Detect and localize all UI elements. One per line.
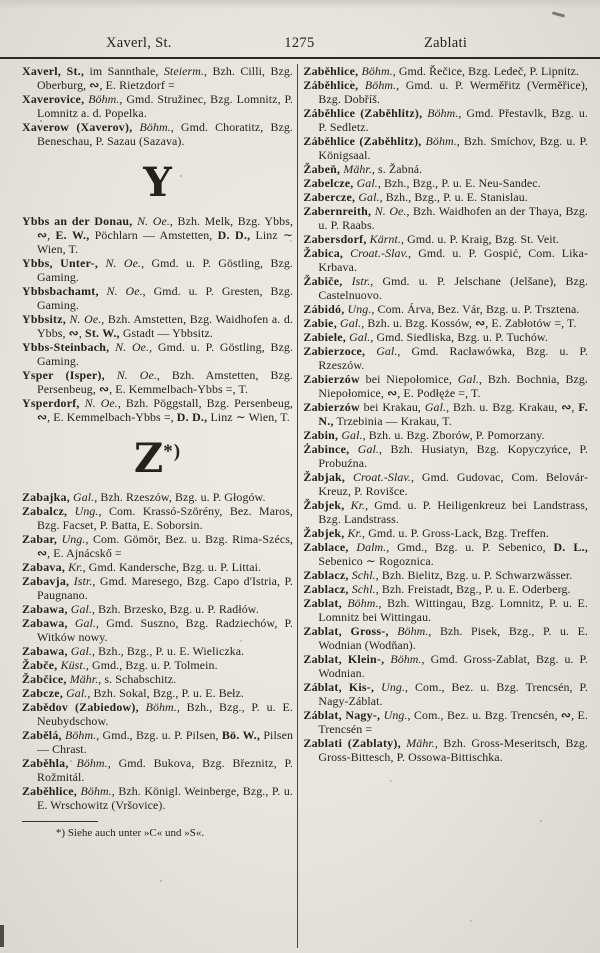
entry-text (139, 700, 146, 714)
entry-text: , Bzh. Waidhofen an der Thaya, Bzg. u. P. Raabs. (318, 204, 588, 232)
entry-headword: Zabersdorf, (303, 232, 367, 246)
crownland-abbr: Böhm. (347, 596, 379, 610)
entry-headword: Záběhlice, (303, 78, 359, 92)
crownland-abbr: Gal. (340, 316, 362, 330)
entry-text: , E. Kemmelbach-Ybbs =, (47, 410, 177, 424)
entry-headword: Záblat, Nagy-, (303, 708, 381, 722)
entry-headword: Zabie, (303, 316, 337, 330)
gazetteer-entry (22, 92, 293, 120)
entry-text: , Gmd., Bzg. u. P. Pilsen, (96, 728, 222, 742)
entry-text: , Gmd. u. P. Kraig, Bzg. St. Veit. (401, 232, 560, 246)
entry-headword: Zabierzoce, (303, 344, 366, 358)
entry-text: , Bzh. Amstetten, Bzg. Waidhofen a. d. Ybbs, (37, 312, 293, 340)
gazetteer-entry (303, 540, 588, 568)
gazetteer-entry (303, 106, 588, 134)
section-letter: Y (143, 159, 172, 206)
entry-text (389, 624, 398, 638)
crownland-abbr: Mähr. (69, 672, 99, 686)
entry-text: , (78, 326, 85, 340)
gazetteer-entry (22, 658, 293, 672)
entry-text: , E. Podłęże =, T. (397, 386, 481, 400)
gazetteer-entry (303, 302, 588, 316)
gazetteer-entry (303, 708, 588, 736)
entry-headword: Žabiče, (303, 274, 343, 288)
entry-text: , Bzh. Melk, Bzg. Ybbs, (169, 214, 294, 228)
entry-text (132, 120, 139, 134)
transport-abbr: D. D., (176, 410, 208, 424)
transport-abbr: Bö. W., (221, 728, 261, 742)
entry-text: , Com., Bez. u. Bzg. Trencsén, P. Nagy-Záblat. (318, 680, 588, 708)
gazetteer-entry (22, 574, 293, 602)
crownland-abbr: Kärnt. (369, 232, 401, 246)
entry-text: Pilsen — Chrast. (37, 728, 294, 756)
entry-headword: Zabawa, (22, 644, 68, 658)
header-keyword-right: Zablati (424, 35, 468, 51)
entry-text: , Bzh. Gross-Meseritsch, Bzg. Gross-Bittesch, P. Ossowa-Bittischka. (318, 736, 588, 764)
entry-headword: Žabčice, (22, 672, 67, 686)
entry-headword: Zabierzów (303, 372, 360, 386)
entry-text: , Bzh. Pöggstall, Bzg. Persenbeug, (117, 396, 293, 410)
entry-text: , Com. Krassó-Szörény, Bez. Maros, Bzg. Facset, P. Batta, E. Soborsin. (37, 504, 294, 532)
entry-text: , Bzh. Smíchov, Bzg. u. P. Königsaal. (318, 134, 588, 162)
entry-text: , E. Rietzdorf = (99, 78, 175, 92)
post-horn-icon: ∾ (37, 410, 48, 424)
entry-text: , Gmd. u. P. Werměřitz (Verměřice), Bzg. Dobříš. (318, 78, 588, 106)
entry-text (345, 470, 353, 484)
entry-headword: Zabercze, (303, 190, 356, 204)
entry-text: , Gmd. u. P. Jelschane (Jelšane), Bzg. Castelnuovo. (318, 274, 588, 302)
entry-headword: Zabawa, (22, 602, 68, 616)
transport-abbr: St. W., (84, 326, 120, 340)
entry-text: Gstadt — Ybbsitz. (119, 326, 213, 340)
entry-text: , Gmd. Racławówka, Bzg. u. P. Rzeszów. (318, 344, 588, 372)
gazetteer-entry (303, 582, 588, 596)
gazetteer-entry (303, 372, 588, 400)
gazetteer-entry (303, 344, 588, 372)
crownland-abbr: Böhm. (76, 756, 108, 770)
entry-text: bei Niepołomice, (359, 372, 458, 386)
entry-headword: Ybbs-Steinbach, (22, 340, 110, 354)
crownland-abbr: Böhm. (80, 784, 112, 798)
page-header (0, 35, 600, 55)
gazetteer-entry (303, 134, 588, 162)
entry-text: , Gmd., Bzg. u. P. Tolmein. (85, 658, 218, 672)
gazetteer-entry (22, 120, 293, 148)
entry-text: , s. Schabschitz. (98, 672, 177, 686)
entry-text: , Gmd. Kandersche, Bzg. u. P. Littai. (82, 560, 262, 574)
entry-headword: Zabědov (Zabiedow), (22, 700, 139, 714)
crownland-abbr: Böhm. (361, 64, 393, 78)
entry-text: , (571, 400, 579, 414)
entry-text: , Bzh. u. Bzg. Krakau, (446, 400, 562, 414)
crownland-abbr: Schl. (351, 568, 376, 582)
entry-headword: Žabica, (303, 246, 344, 260)
crownland-abbr: Böhm. (390, 652, 422, 666)
entry-text: , Gmd. u. P. Göstling, Bzg. Gaming. (37, 340, 293, 368)
gazetteer-entry (22, 784, 293, 812)
entry-text: Linz ∼ Wien, T. (37, 228, 294, 256)
crownland-abbr: N. Oe. (106, 284, 143, 298)
crownland-abbr: N. Oe. (115, 340, 150, 354)
crownland-abbr: Böhm. (397, 624, 429, 638)
entry-text: , Gmd. Maresego, Bzg. Capo d'Istria, P. Paugnano. (37, 574, 293, 602)
entry-text: , Gmd., Bzg. u. P. Sebenico, (386, 540, 554, 554)
crownland-abbr: Küst. (60, 658, 86, 672)
entry-headword: Zabajka, (22, 490, 70, 504)
entry-text: , Gmd. u. P. Gresten, Bzg. Gaming. (37, 284, 293, 312)
crownland-abbr: Schl. (351, 582, 376, 596)
gazetteer-entry (303, 400, 588, 428)
scan-smudge (0, 925, 4, 947)
gazetteer-entry (303, 316, 588, 330)
post-horn-icon: ∾ (475, 316, 486, 330)
entry-text (365, 344, 376, 358)
crownland-abbr: N. Oe. (137, 214, 170, 228)
crownland-abbr: Gal. (341, 428, 363, 442)
crownland-abbr: Böhm. (425, 134, 457, 148)
gazetteer-entry (303, 624, 588, 652)
entry-text: im Sannthale, (84, 64, 164, 78)
crownland-abbr: Gal. (424, 400, 447, 414)
entry-text: , Gmd. Gudovac, Com. Belovár-Kreuz, P. Rovišce. (318, 470, 588, 498)
entry-headword: Ybbs, Unter-, (22, 256, 99, 270)
right-column (303, 64, 588, 764)
gazetteer-entry (303, 246, 588, 274)
entry-text: , Com. Gömör, Bez. u. Bzg. Rima-Szécs, (85, 532, 293, 546)
gazetteer-entry (303, 190, 588, 204)
entry-headword: Žabče, (22, 658, 58, 672)
entry-headword: Zablacz, (303, 568, 349, 582)
entry-text: , E. Trencsén = (318, 708, 588, 736)
gazetteer-entry (22, 64, 293, 92)
entry-headword: Zaběhlice, (303, 64, 359, 78)
entry-headword: Xaverl, St., (22, 64, 85, 78)
gazetteer-entry (303, 736, 588, 764)
entry-headword: Ysperdorf, (22, 396, 80, 410)
entry-text: , Bzh. Rzeszów, Bzg. u. P. Głogów. (94, 490, 266, 504)
crownland-abbr: Gal. (457, 372, 479, 386)
gazetteer-entry (22, 256, 293, 284)
entry-text (67, 504, 74, 518)
entry-headword: Zablat, Gross-, (303, 624, 389, 638)
entry-headword: Zablace, (303, 540, 349, 554)
crownland-abbr: N. Oe. (84, 396, 118, 410)
left-column (22, 64, 293, 839)
crownland-abbr: Ung. (381, 680, 406, 694)
crownland-abbr: Gal. (70, 602, 92, 616)
entry-text: , Gmd. Gross-Zablat, Bzg. u. P. Wodnian. (318, 652, 589, 680)
section-letter: Z (133, 435, 164, 482)
entry-headword: Žabeň, (303, 162, 341, 176)
gazetteer-entry (22, 700, 293, 728)
transport-abbr: D. D., (217, 228, 251, 242)
entry-text: Pöchlarn — Amstetten, (89, 228, 218, 242)
entry-headword: Zablat, (303, 596, 342, 610)
gazetteer-entry (22, 284, 293, 312)
gazetteer-entry (303, 162, 588, 176)
entry-headword: Zabernreith, (303, 204, 372, 218)
column-divider (297, 64, 298, 948)
entry-text: , Bzh. Freistadt, Bzg., P. u. E. Oderberg. (375, 582, 571, 596)
crownland-abbr: N. Oe. (105, 256, 142, 270)
crownland-abbr: Böhm. (88, 92, 120, 106)
gazetteer-entry (22, 490, 293, 504)
crownland-abbr: Istr. (73, 574, 93, 588)
entry-text: , Bzh. Husiatyn, Bzg. Kopyczyńce, P. Probuźna. (318, 442, 589, 470)
entry-text (105, 368, 117, 382)
entry-text: , Bzh. Brzesko, Bzg. u. P. Radłów. (92, 602, 259, 616)
entry-text: , Bzh., Bzg., P. u. E. Wieliczka. (92, 644, 245, 658)
gazetteer-entry (22, 504, 293, 532)
post-horn-icon: ∾ (98, 382, 110, 396)
entry-headword: Ysper (Isper), (22, 368, 105, 382)
gazetteer-entry (303, 428, 588, 442)
gazetteer-entry (22, 728, 293, 756)
crownland-abbr: Gal. (73, 490, 95, 504)
post-horn-icon: ∾ (68, 326, 79, 340)
entry-headword: Zaběhlice, (22, 784, 78, 798)
gazetteer-entry (303, 330, 588, 344)
entry-headword: Žabjak, (303, 470, 346, 484)
crownland-abbr: Gal. (74, 616, 97, 630)
gazetteer-entry (303, 442, 588, 470)
entry-text: , Bzh., Bzg., P. u. E. Neu-Sandec. (377, 176, 541, 190)
gazetteer-entry (22, 368, 293, 396)
entry-headword: Zabin, (303, 428, 339, 442)
post-horn-icon: ∾ (387, 386, 398, 400)
entry-text: bei Krakau, (359, 400, 425, 414)
crownland-abbr: Croat.-Slav. (350, 246, 409, 260)
scan-edge-shadow (0, 0, 600, 9)
crownland-abbr: N. Oe. (69, 312, 102, 326)
gazetteer-entry (22, 396, 293, 424)
crownland-abbr: Kr. (68, 560, 83, 574)
entry-text: , Bzh. Wittingau, Bzg. Lomnitz, P. u. E. Lomnitz bei Wittingau. (318, 596, 588, 624)
entry-text: Linz ∼ Wien, T. (207, 410, 290, 424)
entry-headword: Zablacz, (303, 582, 349, 596)
entry-headword: Ybbsitz, (22, 312, 66, 326)
entry-headword: Ybbsbachamt, (22, 284, 99, 298)
gazetteer-entry (303, 596, 588, 624)
crownland-abbr: Mähr. (343, 162, 372, 176)
gazetteer-entry (303, 680, 588, 708)
entry-text (349, 442, 357, 456)
transport-abbr: D. L., (553, 540, 588, 554)
crownland-abbr: Kr. (350, 498, 366, 512)
entry-text: , Gmd. Siedliska, Bzg. u. P. Tuchów. (370, 330, 548, 344)
footnote-marker: *) (163, 441, 182, 462)
gazetteer-entry (22, 644, 293, 658)
crownland-abbr: Gal. (349, 330, 371, 344)
entry-headword: Zabcze, (22, 686, 64, 700)
entry-text: , Bzh. Amstetten, Bzg. Persenbeug, (37, 368, 293, 396)
gazetteer-entry (303, 568, 588, 582)
crownland-abbr: N. Oe. (374, 204, 407, 218)
gazetteer-entry (303, 470, 588, 498)
entry-headword: Zabava, (22, 560, 66, 574)
crownland-abbr: Ung. (74, 504, 99, 518)
crownland-abbr: Ung. (61, 532, 86, 546)
entry-text: , Com., Bez. u. Bzg. Trencsén, (407, 708, 561, 722)
crownland-abbr: Croat.-Slav. (352, 470, 411, 484)
crownland-abbr: Böhm. (364, 78, 397, 92)
gazetteer-entry (303, 176, 588, 190)
entry-headword: Żabince, (303, 442, 350, 456)
entry-text: Sebenico ∼ Rogoznica. (318, 554, 434, 568)
entry-headword: Ybbs an der Donau, (22, 214, 133, 228)
entry-headword: Záblat, Kis-, (303, 680, 375, 694)
entry-text (99, 284, 107, 298)
gazetteer-entry (22, 560, 293, 574)
post-horn-icon: ∾ (37, 228, 48, 242)
entry-text: , E. Kemmelbach-Ybbs =, T. (109, 382, 249, 396)
post-horn-icon: ∾ (37, 546, 48, 560)
crownland-abbr: Böhm. (145, 700, 177, 714)
entry-headword: Zabierzów (303, 400, 360, 414)
crownland-abbr: Mähr. (406, 736, 435, 750)
entry-text: , Gmd. u. P. Göstling, Bzg. Gaming. (37, 256, 293, 284)
page-number: 1275 (284, 35, 315, 51)
entry-text: , Bzh. Sokal, Bzg., P. u. E. Bełz. (87, 686, 244, 700)
gazetteer-entry (303, 78, 588, 106)
entry-headword: Zablat, Klein-, (303, 652, 385, 666)
gazetteer-entry (22, 340, 293, 368)
crownland-abbr: Istr. (351, 274, 371, 288)
crownland-abbr: Gal. (376, 344, 398, 358)
crownland-abbr: Ung. (383, 708, 408, 722)
entry-text: , Gmd. Řečice, Bzg. Ledeč, P. Lipnitz. (392, 64, 580, 78)
crownland-abbr: Gal. (70, 644, 92, 658)
gazetteer-entry (22, 756, 293, 784)
entry-text: , Gmd. u. P. Heiligenkreuz bei Landstrass, Bzg. Landstrass. (318, 498, 588, 526)
entry-headword: Zabelcze, (303, 176, 354, 190)
entry-headword: Zablati (Zablaty), (303, 736, 401, 750)
entry-text (68, 616, 75, 630)
scan-smudge (552, 11, 565, 17)
entry-text: , Gmd. Suszno, Bzg. Radziechów, P. Witków nowy. (37, 616, 293, 644)
entry-headword: Zabělá, (22, 728, 62, 742)
entry-text: , E. Ajnácskő = (47, 546, 122, 560)
crownland-abbr: Böhm. (427, 106, 459, 120)
entry-text: , E. Zabłotów =, T. (485, 316, 577, 330)
entry-text (342, 274, 351, 288)
gazetteer-entry (303, 652, 588, 680)
crownland-abbr: Gal. (66, 686, 88, 700)
footnote: *) Siehe auch unter »C« und »S«. (55, 827, 205, 840)
crownland-abbr: N. Oe. (116, 368, 157, 382)
gazetteer-entry (22, 532, 293, 560)
entry-text: , Bzh. Königl. Weinberge, Bzg., P. u. E. Wrschowitz (Vršovice). (37, 784, 294, 812)
section-heading-z (22, 435, 293, 482)
entry-text: , Bzh., Bzg., P. u. E. Neubydschow. (37, 700, 293, 728)
entry-text: , (47, 228, 56, 242)
post-horn-icon: ∾ (560, 708, 572, 722)
crownland-abbr: Dalm. (356, 540, 387, 554)
entry-text: , Bzh. Cilli, Bzg. Oberburg, (37, 64, 293, 92)
crownland-abbr: Steierm. (163, 64, 204, 78)
entry-headword: Zabalcz, (22, 504, 68, 518)
post-horn-icon: ∾ (561, 400, 572, 414)
entry-text: , Bzh. u. Bzg. Kossów, (361, 316, 476, 330)
entry-text: , Gmd. u. P. Gospić, Com. Lika-Krbava. (318, 246, 589, 274)
crownland-abbr: Gal. (358, 190, 380, 204)
entry-text: , Com. Árva, Bez. Vár, Bzg. u. P. Trsztena. (371, 302, 580, 316)
entry-text: , Gmd. Bukova, Bzg. Březnitz, P. Rožmitál. (37, 756, 293, 784)
entry-headword: Zaběhla, (22, 756, 69, 770)
entry-headword: Zabawa, (22, 616, 68, 630)
gazetteer-entry (303, 204, 588, 232)
header-rule (0, 57, 600, 59)
transport-abbr: F. N., (318, 400, 588, 428)
gazetteer-entry (22, 312, 293, 340)
gazetteer-entry (22, 686, 293, 700)
entry-text: , Bzh. Bochnia, Bzg. Niepołomice, (318, 372, 588, 400)
entry-text: , Gmd. Přestavlk, Bzg. u. P. Sedletz. (318, 106, 588, 134)
text-columns (22, 64, 588, 948)
crownland-abbr: Böhm. (139, 120, 171, 134)
entry-text: , Bzh. Pisek, Bzg., P. u. E. Wodnian (Wodňan). (318, 624, 589, 652)
crownland-abbr: Gal. (356, 176, 378, 190)
gazetteer-entry (303, 526, 588, 540)
footnote-rule (22, 821, 98, 822)
header-keyword-left: Xaverl, St. (106, 35, 172, 51)
entry-headword: Žabjek, (303, 498, 345, 512)
crownland-abbr: Kr. (347, 526, 363, 540)
gazetteer-entry (22, 214, 293, 256)
entry-text: , Bzh. u. Bzg. Zborów, P. Pomorzany. (362, 428, 545, 442)
transport-abbr: E. W., (55, 228, 90, 242)
entry-text: , Bzh. Bielitz, Bzg. u. P. Schwarzwässer. (375, 568, 573, 582)
gazetteer-entry (303, 64, 588, 78)
gazetteer-entry (303, 498, 588, 526)
entry-headword: Zabiele, (303, 330, 347, 344)
crownland-abbr: Gal. (357, 442, 379, 456)
entry-headword: Žabjek, (303, 526, 345, 540)
entry-headword: Xaverow (Xaverov), (22, 120, 133, 134)
entry-text: , Bzh., Bzg., P. u. E. Stanislau. (379, 190, 528, 204)
entry-headword: Záběhlice (Zaběhlitz), (303, 134, 422, 148)
entry-headword: Zábidó, (303, 302, 345, 316)
entry-text: , Gmd. u. P. Gross-Lack, Bzg. Treffen. (362, 526, 549, 540)
gazetteer-entry (303, 232, 588, 246)
gazetteer-entry (303, 274, 588, 302)
entry-headword: Xaverovice, (22, 92, 85, 106)
entry-headword: Zabar, (22, 532, 58, 546)
section-heading-y (22, 159, 293, 206)
entry-text: , s. Žabná. (371, 162, 423, 176)
gazetteer-entry (22, 602, 293, 616)
entry-headword: Zabavja, (22, 574, 70, 588)
entry-text: Trzebinia — Krakau, T. (333, 414, 452, 428)
entry-text: , Gmd. Choratitz, Bzg. Beneschau, P. Sazau (Sazava). (37, 120, 293, 148)
gazetteer-entry (22, 616, 293, 644)
gazetteer-entry (22, 672, 293, 686)
crownland-abbr: Böhm. (65, 728, 97, 742)
entry-text: , Gmd. Stružinec, Bzg. Lomnitz, P. Lomnitz a. d. Popelka. (37, 92, 293, 120)
post-horn-icon: ∾ (89, 78, 100, 92)
crownland-abbr: Ung. (347, 302, 372, 316)
entry-headword: Záběhlice (Zaběhlitz), (303, 106, 423, 120)
